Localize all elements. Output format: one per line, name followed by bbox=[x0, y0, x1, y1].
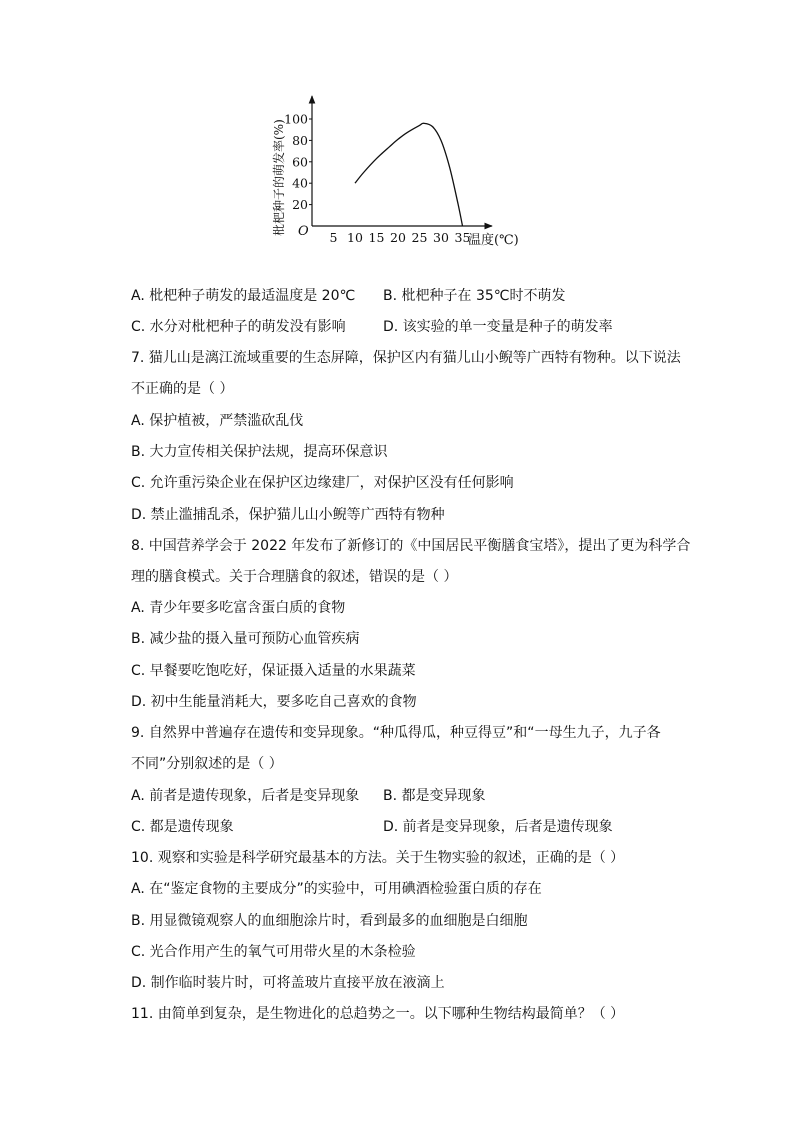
x-tick-label: 10 bbox=[347, 230, 363, 245]
y-tick-label: 20 bbox=[292, 197, 308, 213]
q6-option-d[interactable]: D. 该实验的单一变量是种子的萌发率 bbox=[383, 319, 613, 335]
q6-option-a[interactable]: A. 枇杷种子萌发的最适温度是 20℃ bbox=[131, 288, 356, 304]
q10-option-d[interactable]: D. 制作临时装片时，可将盖玻片直接平放在液滴上 bbox=[131, 975, 445, 991]
y-tick-label: 100 bbox=[284, 111, 308, 127]
q9-option-d[interactable]: D. 前者是变异现象，后者是遗传现象 bbox=[383, 819, 613, 835]
q6-option-c[interactable]: C. 水分对枇杷种子的萌发没有影响 bbox=[131, 319, 346, 335]
y-tick-label: 40 bbox=[292, 175, 308, 191]
x-axis-label: 温度(℃) bbox=[468, 233, 519, 248]
q7-stem: 7. 猫儿山是漓江流域重要的生态屏障，保护区内有猫儿山小鲵等广西特有物种。以下说法 bbox=[131, 350, 681, 366]
q10-option-b[interactable]: B. 用显微镜观察人的血细胞涂片时，看到最多的血细胞是白细胞 bbox=[131, 913, 528, 929]
germination-curve bbox=[355, 123, 463, 226]
q8-option-a[interactable]: A. 青少年要多吃富含蛋白质的食物 bbox=[131, 600, 346, 616]
x-tick-label: 15 bbox=[368, 230, 385, 245]
q10-option-c[interactable]: C. 光合作用产生的氧气可用带火星的木条检验 bbox=[131, 944, 416, 960]
y-axis-label: 枇杷种子的萌发率(%) bbox=[272, 119, 286, 236]
q8-stem: 8. 中国营养学会于 2022 年发布了新修订的《中国居民平衡膳食宝塔》，提出了更为科学合 bbox=[131, 538, 691, 554]
x-tick-label: 35 bbox=[454, 230, 471, 245]
q9-stem: 9. 自然界中普遍存在遗传和变异现象。“种瓜得瓜，种豆得豆”和“一母生九子，九子各 bbox=[131, 725, 661, 741]
q7-stem-cont: 不正确的是（ ） bbox=[131, 381, 234, 397]
germination-chart bbox=[262, 92, 519, 252]
q7-option-a[interactable]: A. 保护植被，严禁滥砍乱伐 bbox=[131, 413, 304, 429]
q11-stem: 11. 由简单到复杂，是生物进化的总趋势之一。以下哪种生物结构最简单？（ ） bbox=[131, 1006, 625, 1022]
q8-option-c[interactable]: C. 早餐要吃饱吃好，保证摄入适量的水果蔬菜 bbox=[131, 663, 416, 679]
x-tick-label: 30 bbox=[433, 230, 449, 245]
q9-option-c[interactable]: C. 都是遗传现象 bbox=[131, 819, 234, 835]
q9-option-b[interactable]: B. 都是变异现象 bbox=[383, 788, 486, 804]
q8-stem-cont: 理的膳食模式。关于合理膳食的叙述，错误的是（ ） bbox=[131, 569, 458, 585]
q7-option-c[interactable]: C. 允许重污染企业在保护区边缘建厂，对保护区没有任何影响 bbox=[131, 475, 514, 491]
q7-option-d[interactable]: D. 禁止滥捕乱杀，保护猫儿山小鲵等广西特有物种 bbox=[131, 507, 445, 523]
y-tick-label: 60 bbox=[292, 154, 308, 170]
q10-stem: 10. 观察和实验是科学研究最基本的方法。关于生物实验的叙述，正确的是（ ） bbox=[131, 850, 625, 866]
q9-stem-cont: 不同”分别叙述的是（ ） bbox=[131, 756, 283, 772]
x-tick-label: 20 bbox=[390, 230, 406, 245]
q9-option-a[interactable]: A. 前者是遗传现象，后者是变异现象 bbox=[131, 788, 360, 804]
q7-option-b[interactable]: B. 大力宣传相关保护法规，提高环保意识 bbox=[131, 444, 388, 460]
y-tick-label: 80 bbox=[292, 132, 308, 148]
x-tick-label: 5 bbox=[329, 230, 338, 245]
q6-option-b[interactable]: B. 枇杷种子在 35℃时不萌发 bbox=[383, 288, 566, 304]
q8-option-b[interactable]: B. 减少盐的摄入量可预防心血管疾病 bbox=[131, 631, 360, 647]
x-tick-label: 25 bbox=[411, 230, 428, 245]
q10-option-a[interactable]: A. 在“鉴定食物的主要成分”的实验中，可用碘酒检验蛋白质的存在 bbox=[131, 881, 542, 897]
q8-option-d[interactable]: D. 初中生能量消耗大，要多吃自己喜欢的食物 bbox=[131, 694, 417, 710]
origin-label: O bbox=[298, 224, 309, 239]
